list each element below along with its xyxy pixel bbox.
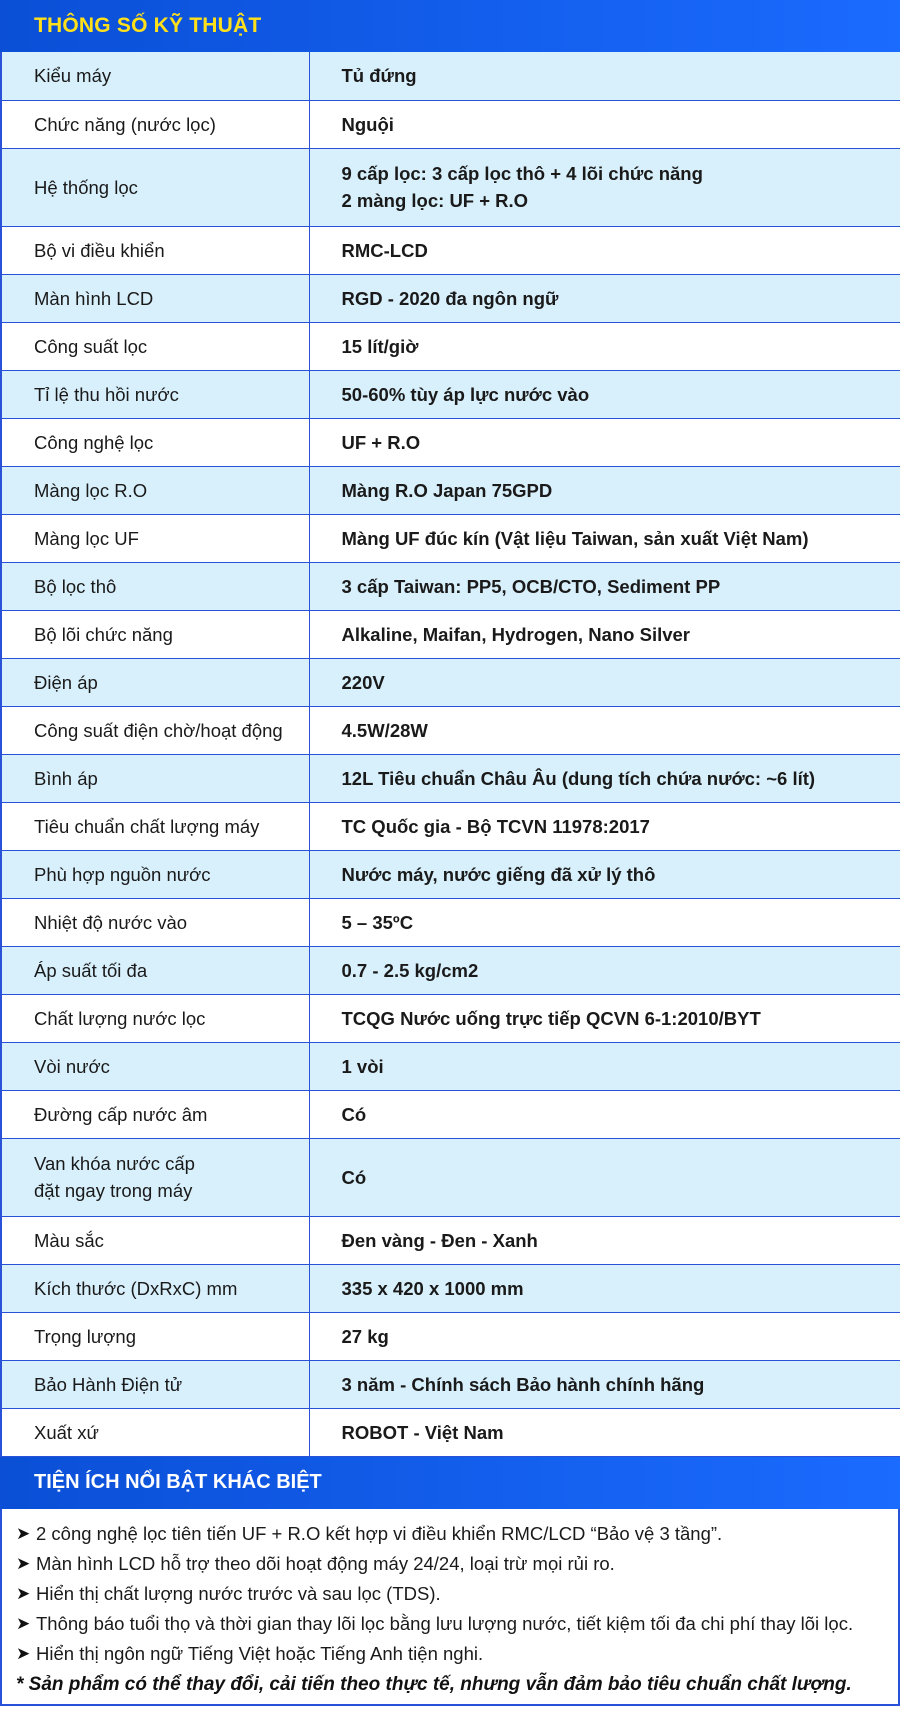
feature-text: 2 công nghệ lọc tiên tiến UF + R.O kết hợp vi điều khiển RMC/LCD “Bảo vệ 3 tầng”. [36, 1522, 723, 1544]
spec-label: Công suất điện chờ/hoạt động [1, 706, 309, 754]
spec-value: Màng UF đúc kín (Vật liệu Taiwan, sản xuất Việt Nam) [309, 514, 900, 562]
spec-row [1, 514, 900, 562]
spec-label: Trọng lượng [1, 1312, 309, 1360]
spec-value: 27 kg [309, 1312, 900, 1360]
features-list [0, 1509, 900, 1706]
spec-label: Vòi nước [1, 1042, 309, 1090]
spec-row [1, 148, 900, 226]
spec-value: 1 vòi [309, 1042, 900, 1090]
spec-label: Hệ thống lọc [1, 148, 309, 226]
spec-row [1, 1264, 900, 1312]
spec-value: Có [309, 1138, 900, 1216]
spec-row [1, 52, 900, 100]
spec-value [309, 148, 900, 226]
spec-value: 15 lít/giờ [309, 322, 900, 370]
spec-value-line: 2 màng lọc: UF + R.O [341, 190, 529, 211]
arrow-bullet-icon: ➤ [16, 1583, 31, 1603]
feature-item [16, 1579, 898, 1609]
spec-label: Bộ vi điều khiển [1, 226, 309, 274]
arrow-bullet-icon: ➤ [16, 1553, 31, 1573]
spec-label: Màn hình LCD [1, 274, 309, 322]
spec-label: Tiêu chuẩn chất lượng máy [1, 802, 309, 850]
arrow-bullet-icon: ➤ [16, 1613, 31, 1633]
spec-label: Áp suất tối đa [1, 946, 309, 994]
spec-row [1, 610, 900, 658]
spec-row [1, 802, 900, 850]
spec-row [1, 418, 900, 466]
spec-value: TC Quốc gia - Bộ TCVN 11978:2017 [309, 802, 900, 850]
spec-label: Công nghệ lọc [1, 418, 309, 466]
spec-value: Nước máy, nước giếng đã xử lý thô [309, 850, 900, 898]
spec-row [1, 1090, 900, 1138]
spec-value: Alkaline, Maifan, Hydrogen, Nano Silver [309, 610, 900, 658]
spec-row [1, 100, 900, 148]
feature-item [16, 1519, 898, 1549]
spec-row [1, 946, 900, 994]
spec-label: Bình áp [1, 754, 309, 802]
spec-title: THÔNG SỐ KỸ THUẬT [34, 14, 262, 37]
spec-value: Đen vàng - Đen - Xanh [309, 1216, 900, 1264]
spec-row [1, 1360, 900, 1408]
spec-value: ROBOT - Việt Nam [309, 1408, 900, 1456]
spec-row [1, 1312, 900, 1360]
spec-row [1, 850, 900, 898]
feature-item [16, 1639, 898, 1669]
spec-row [1, 226, 900, 274]
spec-label: Điện áp [1, 658, 309, 706]
spec-label-line: Van khóa nước cấp [34, 1153, 195, 1174]
spec-row [1, 1138, 900, 1216]
spec-label: Nhiệt độ nước vào [1, 898, 309, 946]
spec-value: UF + R.O [309, 418, 900, 466]
spec-row [1, 370, 900, 418]
spec-value: RGD - 2020 đa ngôn ngữ [309, 274, 900, 322]
spec-label: Kiểu máy [1, 52, 309, 100]
spec-value: 5 – 35ºC [309, 898, 900, 946]
spec-label: Xuất xứ [1, 1408, 309, 1456]
spec-value: RMC-LCD [309, 226, 900, 274]
spec-row [1, 994, 900, 1042]
spec-value: 3 cấp Taiwan: PP5, OCB/CTO, Sediment PP [309, 562, 900, 610]
spec-value: 50-60% tùy áp lực nước vào [309, 370, 900, 418]
spec-label: Đường cấp nước âm [1, 1090, 309, 1138]
spec-row [1, 562, 900, 610]
arrow-bullet-icon: ➤ [16, 1643, 31, 1663]
spec-row [1, 1042, 900, 1090]
feature-text: Màn hình LCD hỗ trợ theo dõi hoạt động máy 24/24, loại trừ mọi rủi ro. [36, 1552, 615, 1574]
spec-row [1, 1216, 900, 1264]
feature-text: Thông báo tuổi thọ và thời gian thay lõi lọc bằng lưu lượng nước, tiết kiệm tối đa chi phí thay lõi lọc. [36, 1612, 854, 1634]
spec-row [1, 1408, 900, 1456]
spec-value: Màng R.O Japan 75GPD [309, 466, 900, 514]
spec-label [1, 1138, 309, 1216]
spec-value: 12L Tiêu chuẩn Châu Âu (dung tích chứa nước: ~6 lít) [309, 754, 900, 802]
spec-row [1, 754, 900, 802]
spec-label: Công suất lọc [1, 322, 309, 370]
spec-label: Bảo Hành Điện tử [1, 1360, 309, 1408]
spec-value: TCQG Nước uống trực tiếp QCVN 6-1:2010/BYT [309, 994, 900, 1042]
spec-value: Tủ đứng [309, 52, 900, 100]
spec-value: 4.5W/28W [309, 706, 900, 754]
feature-item [16, 1609, 898, 1639]
spec-row [1, 466, 900, 514]
spec-value: 3 năm - Chính sách Bảo hành chính hãng [309, 1360, 900, 1408]
spec-label: Chức năng (nước lọc) [1, 100, 309, 148]
spec-value: Nguội [309, 100, 900, 148]
spec-row [1, 898, 900, 946]
spec-label: Màng lọc R.O [1, 466, 309, 514]
spec-value: 0.7 - 2.5 kg/cm2 [309, 946, 900, 994]
spec-label: Chất lượng nước lọc [1, 994, 309, 1042]
spec-value-line: 9 cấp lọc: 3 cấp lọc thô + 4 lõi chức năng [341, 163, 703, 184]
features-title-bar [0, 1457, 900, 1509]
spec-label: Kích thước (DxRxC) mm [1, 1264, 309, 1312]
feature-text: Hiển thị chất lượng nước trước và sau lọc (TDS). [36, 1582, 441, 1604]
spec-label: Bộ lọc thô [1, 562, 309, 610]
spec-label: Tỉ lệ thu hồi nước [1, 370, 309, 418]
spec-table [0, 52, 900, 1457]
spec-label: Màng lọc UF [1, 514, 309, 562]
disclaimer-note: * Sản phẩm có thể thay đổi, cải tiến theo thực tế, nhưng vẫn đảm bảo tiêu chuẩn chất lượng. [16, 1673, 852, 1695]
spec-value: Có [309, 1090, 900, 1138]
features-title: TIỆN ÍCH NỔI BẬT KHÁC BIỆT [34, 1471, 322, 1493]
spec-label: Phù hợp nguồn nước [1, 850, 309, 898]
feature-text: Hiển thị ngôn ngữ Tiếng Việt hoặc Tiếng Anh tiện nghi. [36, 1642, 484, 1664]
spec-value: 335 x 420 x 1000 mm [309, 1264, 900, 1312]
spec-label: Màu sắc [1, 1216, 309, 1264]
spec-row [1, 706, 900, 754]
spec-row [1, 274, 900, 322]
spec-label: Bộ lõi chức năng [1, 610, 309, 658]
spec-row [1, 658, 900, 706]
feature-item [16, 1549, 898, 1579]
spec-title-bar [0, 0, 900, 52]
spec-label-line: đặt ngay trong máy [34, 1180, 193, 1201]
arrow-bullet-icon: ➤ [16, 1523, 31, 1543]
spec-value: 220V [309, 658, 900, 706]
spec-row [1, 322, 900, 370]
